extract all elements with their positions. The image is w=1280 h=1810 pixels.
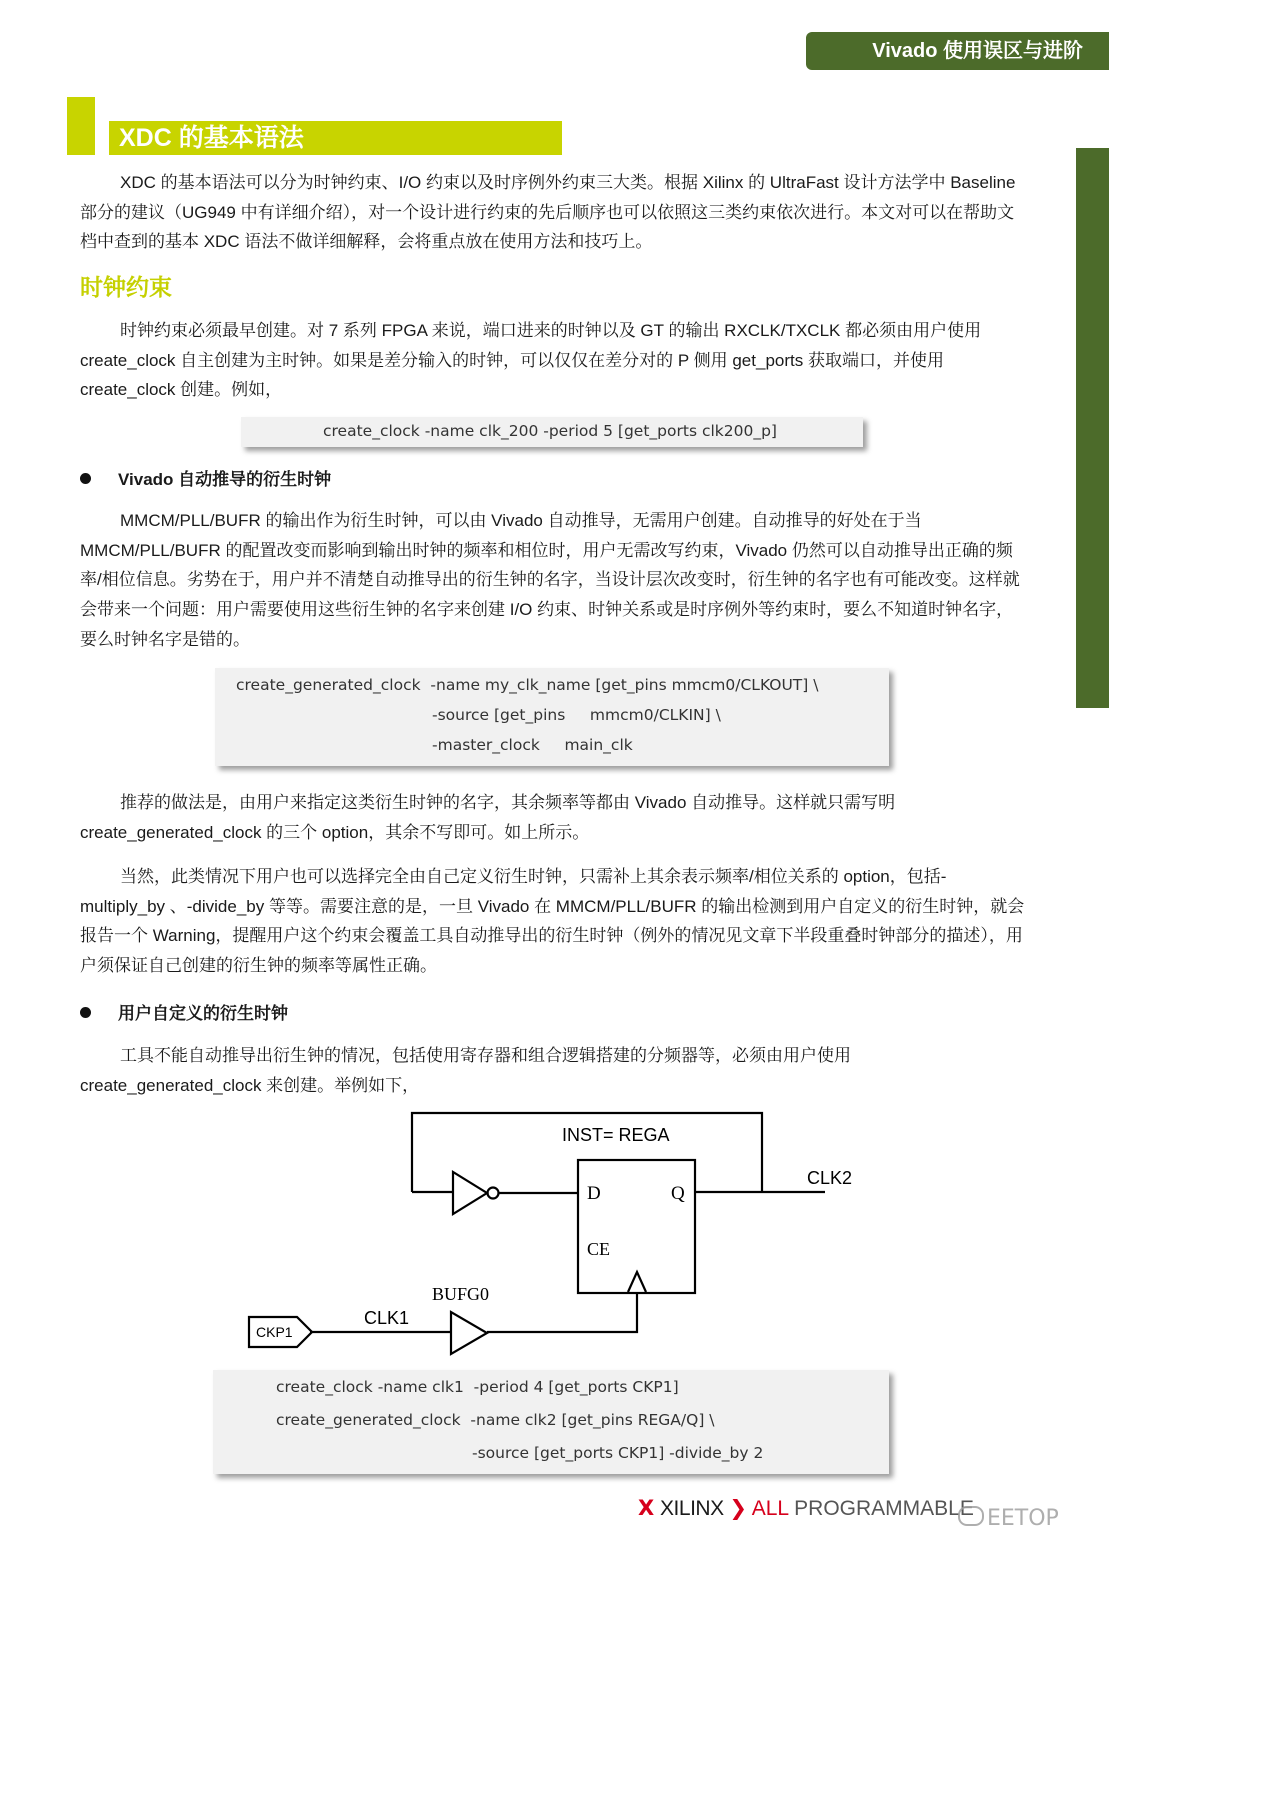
eetop-watermark — [958, 1506, 1059, 1531]
section-title: XDC 的基本语法 — [109, 121, 562, 155]
code-line: -master_clock main_clk — [432, 736, 633, 754]
code-line: -source [get_ports CKP1] -divide_by 2 — [472, 1444, 764, 1462]
bullet-text: Vivado 自动推导的衍生时钟 — [118, 470, 332, 489]
clock-paragraph: 时钟约束必须最早创建。对 7 系列 FPGA 来说，端口进来的时钟以及 GT 的输出 RXCLK/TXCLK 都必须由用户使用 create_clock 自主创建为主时钟。如果是差分输入的时钟，可以仅仅在差分对的 P 侧用 get_ports 获取端口，并使用 create_clock 创建。例如， — [80, 321, 982, 400]
clk1-label: CLK1 — [364, 1308, 410, 1328]
code-line: create_generated_clock -name my_clk_name [get_pins mmcm0/CLKOUT] \ — [236, 676, 819, 694]
code-line: create_generated_clock -name clk2 [get_pins REGA/Q] \ — [276, 1411, 715, 1429]
clk2-label: CLK2 — [807, 1168, 853, 1188]
chat-bubble-icon — [958, 1506, 984, 1526]
inverter-bubble-icon — [488, 1188, 499, 1199]
auto-derived-paragraph: MMCM/PLL/BUFR 的输出作为衍生时钟，可以由 Vivado 自动推导，无需用户创建。自动推导的好处在于当 MMCM/PLL/BUFR 的配置改变而影响到输出时钟的频率和相位时，用户无需改写约束，Vivado 仍然可以自动推导出正确的频率/相位信息。劣势在于，用户并不清楚自动推导出的衍生钟的名字，当设计层次改变时，衍生钟的名字也有可能改变。这样就会带来一个问题：用户需要使用这些衍生钟的名字来创建 I/O 约束、时钟关系或是时序例外等约束时，要么不知道时钟名字，要么时钟名字是错的。 — [80, 511, 1020, 649]
intro-paragraph: XDC 的基本语法可以分为时钟约束、I/O 约束以及时序例外约束三大类。根据 Xilinx 的 UltraFast 设计方法学中 Baseline 部分的建议（UG949 中有详细介绍），对一个设计进行约束的先后顺序也可以依照这三类约束依次进行。本文对可以在帮助文档中查到的基本 XDC 语法不做详细解释，会将重点放在使用方法和技巧上。 — [80, 173, 1016, 252]
port-ckp1-label: CKP1 — [256, 1324, 293, 1340]
clock-heading: 时钟约束 — [80, 274, 172, 300]
code-block-example — [213, 1370, 889, 1474]
q-pin-label: Q — [671, 1183, 685, 1204]
xilinx-wordmark: XILINX — [660, 1497, 724, 1520]
inverter-icon — [453, 1172, 487, 1214]
inst-label: INST= REGA — [562, 1125, 670, 1145]
bufg-label: BUFG0 — [432, 1284, 490, 1304]
header-tab: Vivado 使用误区与进阶 — [806, 32, 1109, 70]
recommend-paragraph: 推荐的做法是，由用户来指定这类衍生时钟的名字，其余频率等都由 Vivado 自动推导。这样就只需写明 create_generated_clock 的三个 option，其余不写即可。如上所示。 — [80, 793, 896, 842]
user-defined-paragraph: 工具不能自动推导出衍生钟的情况，包括使用寄存器和组合逻辑搭建的分频器等，必须由用户使用 create_generated_clock 来创建。举例如下， — [80, 1046, 851, 1095]
ce-pin-label: CE — [587, 1239, 611, 1259]
bufg-icon — [451, 1312, 487, 1354]
custom-clock-paragraph: 当然，此类情况下用户也可以选择完全由自己定义衍生时钟，只需补上其余表示频率/相位关系的 option，包括-multiply_by 、-divide_by 等等。需要注意的是，一旦 Vivado 在 MMCM/PLL/BUFR 的输出检测到用户自定义的衍生时钟，就会报告一个 Warning，提醒用户这个约束会覆盖工具自动推导出的衍生时钟（例外的情况见文章下半段重叠时钟部分的描述），用户须保证自己创建的衍生钟的频率等属性正确。 — [80, 867, 1025, 976]
wire-to-clock-pin — [487, 1293, 637, 1332]
code-line: create_clock -name clk1 -period 4 [get_ports CKP1] — [276, 1378, 679, 1396]
tagline-programmable: PROGRAMMABLE — [794, 1497, 974, 1520]
d-pin-label: D — [587, 1183, 601, 1204]
code-line: -source [get_pins mmcm0/CLKIN] \ — [432, 706, 721, 724]
chevron-right-icon: ❯ — [729, 1497, 748, 1520]
footer-brand — [638, 1496, 974, 1521]
clock-pin-icon — [628, 1272, 646, 1292]
tagline-all: ALL — [751, 1497, 789, 1520]
watermark-text: EETOP — [987, 1506, 1059, 1531]
code-line: create_clock -name clk_200 -period 5 [get_ports clk200_p] — [323, 422, 777, 440]
bullet-text: 用户自定义的衍生时钟 — [118, 1004, 288, 1023]
xilinx-logo-icon: ꓫ — [638, 1497, 655, 1520]
